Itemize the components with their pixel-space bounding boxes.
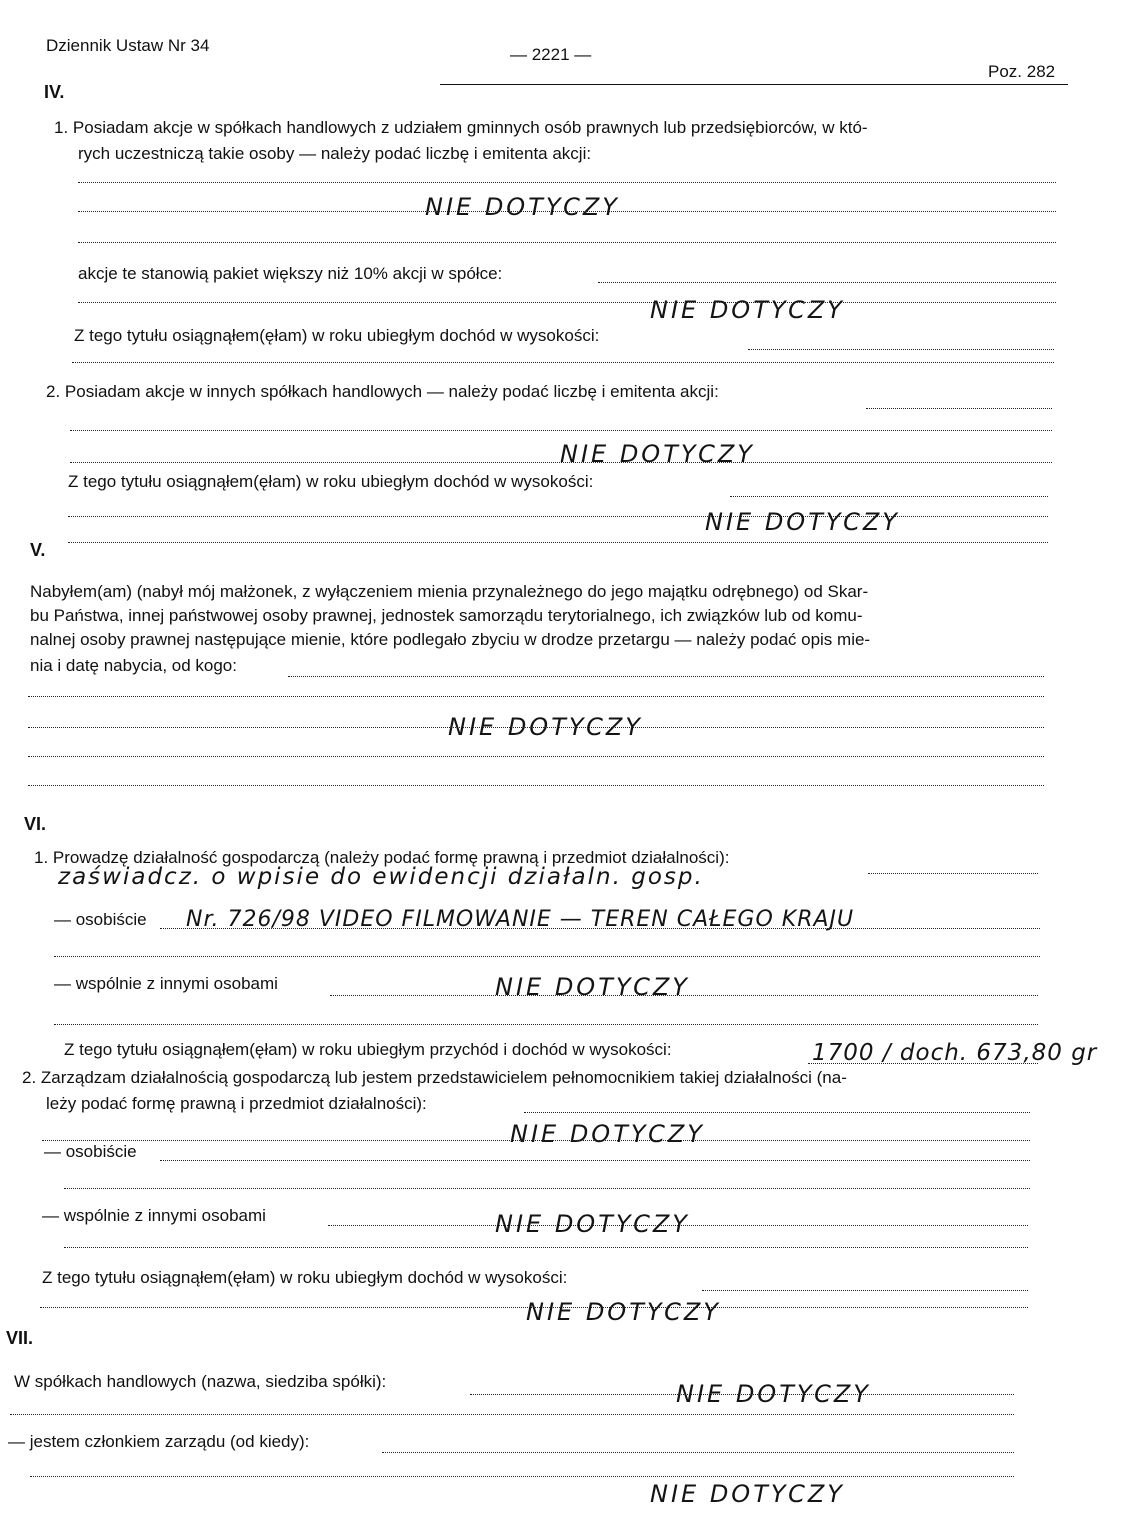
- handwritten-answer: NIE DOTYCZY: [495, 1210, 690, 1238]
- handwritten-answer: NIE DOTYCZY: [510, 1120, 705, 1148]
- handwritten-answer: NIE DOTYCZY: [705, 508, 900, 536]
- answer-line: [72, 362, 1054, 363]
- answer-line: [42, 1140, 1030, 1141]
- header-rule: [440, 84, 1068, 85]
- handwritten-business-activity: Nr. 726/98 VIDEO FILMOWANIE — TEREN CAŁEGO KRAJU: [186, 907, 855, 932]
- section-v-title: V.: [30, 540, 46, 560]
- answer-line: [78, 211, 1056, 212]
- board-label: — jestem członkiem zarządu (od kiedy):: [8, 1432, 310, 1451]
- answer-line: [702, 1290, 1028, 1291]
- section-v-line3: nalnej osoby prawnej następujące mienie, które podlegało zbyciu w drodze przetargu — należy podać opis mie-: [30, 630, 871, 649]
- item2-income-label: Z tego tytułu osiągnąłem(ęłam) w roku ubiegłym dochód w wysokości:: [42, 1268, 568, 1287]
- packet-label: akcje te stanowią pakiet większy niż 10% akcji w spółce:: [78, 264, 503, 283]
- handwritten-answer: NIE DOTYCZY: [676, 1380, 871, 1408]
- answer-line: [68, 542, 1048, 543]
- section-vi-title: VI.: [24, 814, 47, 834]
- answer-line: [78, 302, 1056, 303]
- section-iv-item1-line1: 1. Posiadam akcje w spółkach handlowych z udziałem gminnych osób prawnych lub przedsiębiorców, w któ-: [54, 118, 868, 137]
- section-iv-item1-line2: rych uczestniczą takie osoby — należy podać liczbę i emitenta akcji:: [78, 144, 592, 163]
- answer-line: [288, 676, 1044, 677]
- page-number: — 2221 —: [510, 45, 592, 64]
- journal-title: Dziennik Ustaw Nr 34: [46, 36, 210, 55]
- answer-line: [78, 182, 1056, 183]
- answer-line: [868, 873, 1038, 874]
- section-iv-title: IV.: [44, 82, 65, 102]
- handwritten-answer: NIE DOTYCZY: [425, 193, 620, 221]
- handwritten-answer: NIE DOTYCZY: [650, 296, 845, 324]
- item2-label: 2. Posiadam akcje w innych spółkach handlowych — należy podać liczbę i emitenta akcji:: [46, 382, 719, 401]
- companies-label: W spółkach handlowych (nazwa, siedziba spółki):: [14, 1372, 387, 1391]
- personally-label: — osobiście: [54, 910, 147, 929]
- section-v-line1: Nabyłem(am) (nabył mój małżonek, z wyłączeniem mienia przynależnego do jego majątku odrębnego) od Skar-: [30, 582, 869, 601]
- answer-line: [866, 408, 1052, 409]
- section-v-line2: bu Państwa, innej państwowej osoby prawnej, jednostek samorządu terytorialnego, ich związków lub od komu-: [30, 606, 863, 625]
- handwritten-answer: NIE DOTYCZY: [650, 1480, 845, 1508]
- handwritten-answer: NIE DOTYCZY: [560, 440, 755, 468]
- jointly-label: — wspólnie z innymi osobami: [54, 974, 278, 993]
- answer-line: [54, 1024, 1038, 1025]
- income1-label: Z tego tytułu osiągnąłem(ęłam) w roku ubiegłym dochód w wysokości:: [74, 326, 600, 345]
- answer-line: [748, 349, 1054, 350]
- answer-line: [70, 430, 1052, 431]
- answer-line: [64, 1188, 1030, 1189]
- income2-label: Z tego tytułu osiągnąłem(ęłam) w roku ubiegłym dochód w wysokości:: [68, 472, 594, 491]
- answer-line: [382, 1452, 1014, 1453]
- handwritten-answer: NIE DOTYCZY: [448, 713, 643, 741]
- answer-line: [78, 242, 1056, 243]
- section-vi-item1-label: 1. Prowadzę działalność gospodarczą (należy podać formę prawną i przedmiot działalności):: [34, 848, 730, 867]
- answer-line: [28, 756, 1044, 757]
- answer-line: [30, 1476, 1014, 1477]
- section-vii-title: VII.: [6, 1328, 34, 1348]
- handwritten-answer: NIE DOTYCZY: [526, 1298, 721, 1326]
- answer-line: [160, 1160, 1030, 1161]
- answer-line: [28, 696, 1044, 697]
- item2-personally-label: — osobiście: [44, 1142, 137, 1161]
- section-vi-item2-line1: 2. Zarządzam działalnością gospodarczą lub jestem przedstawicielem pełnomocnikiem takiej działalności (na-: [22, 1068, 847, 1087]
- income-label: Z tego tytułu osiągnąłem(ęłam) w roku ubiegłym przychód i dochód w wysokości:: [64, 1040, 672, 1059]
- answer-line: [10, 1414, 1014, 1415]
- answer-line: [68, 516, 1048, 517]
- handwritten-answer: NIE DOTYCZY: [495, 973, 690, 1001]
- answer-line: [64, 1247, 1028, 1248]
- answer-line: [54, 956, 1040, 957]
- answer-line: [524, 1112, 1030, 1113]
- section-vi-item2-line2: leży podać formę prawną i przedmiot działalności):: [46, 1094, 427, 1113]
- answer-line: [28, 785, 1044, 786]
- handwritten-income: 1700 / doch. 673,80 gr: [812, 1040, 1098, 1066]
- answer-line: [28, 727, 1044, 728]
- section-v-line4: nia i datę nabycia, od kogo:: [30, 656, 237, 675]
- answer-line: [730, 496, 1048, 497]
- item2-jointly-label: — wspólnie z innymi osobami: [42, 1206, 266, 1225]
- position-number: Poz. 282: [988, 62, 1056, 81]
- answer-line: [598, 282, 1056, 283]
- answer-line: [70, 462, 1052, 463]
- handwritten-business-registration: zaświadcz. o wpisie do ewidencji działaln. gosp.: [58, 864, 704, 890]
